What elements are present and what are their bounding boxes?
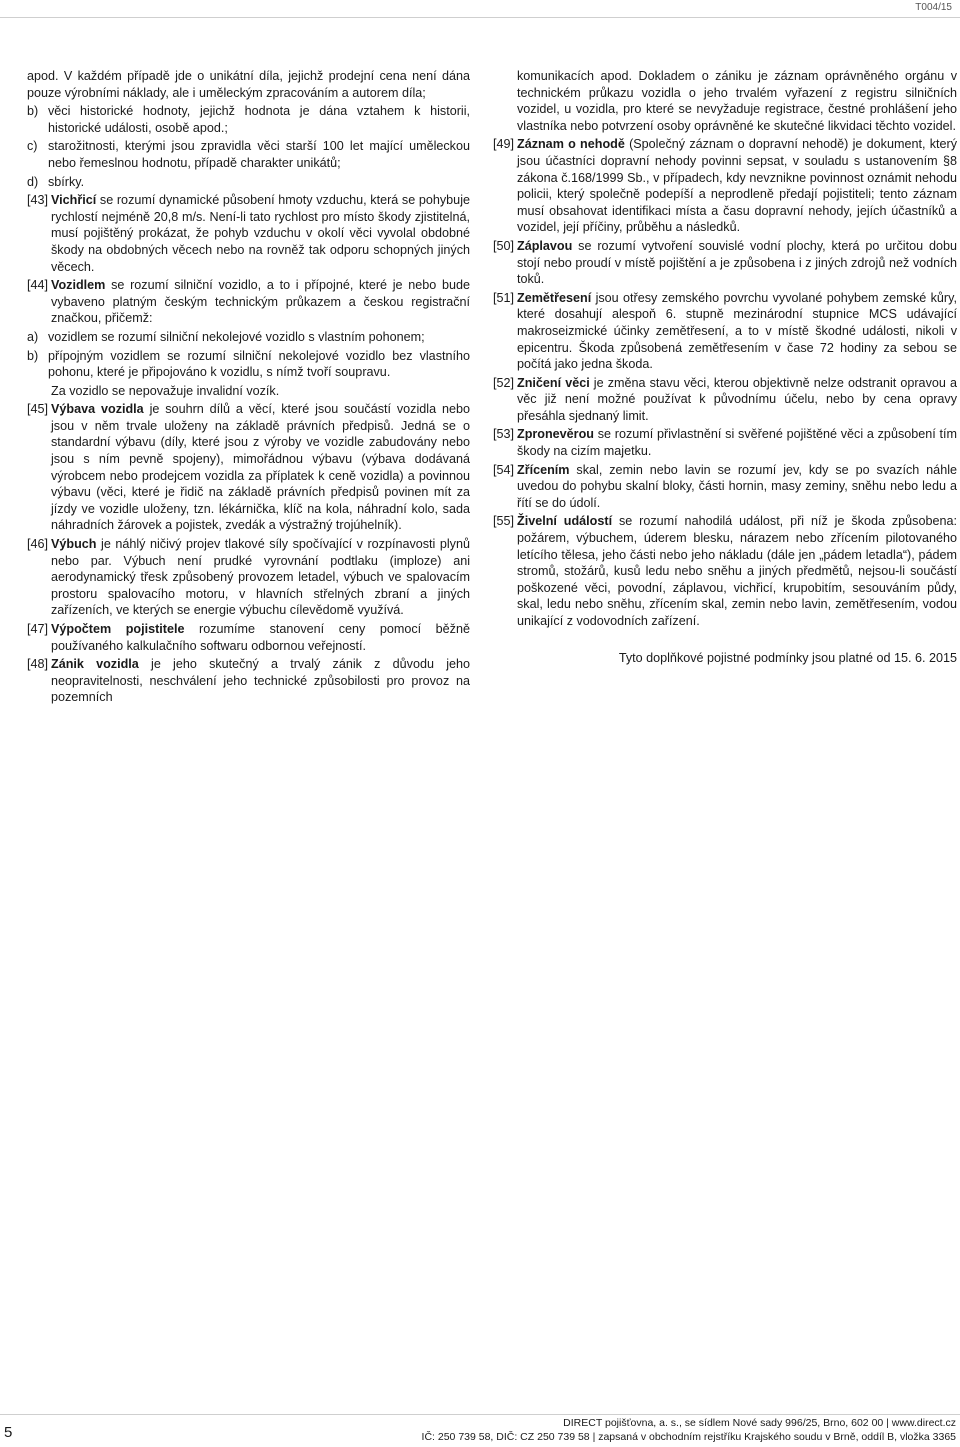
definition-45 — [27, 401, 470, 534]
definition-46 — [27, 536, 470, 619]
definition-53 — [493, 426, 957, 459]
left-column — [27, 68, 470, 706]
definition-text: je jeho skutečný a trvalý zánik z důvodu jeho neopravitelnosti, neschválení jeho technické způsobilosti pro provoz na pozemních — [51, 657, 470, 705]
definition-note: Za vozidlo se nepovažuje invalidní vozík. — [51, 383, 280, 398]
definition-43 — [27, 192, 470, 275]
list-item-marker: a) — [27, 329, 39, 344]
definition-number: [46] — [27, 537, 49, 552]
definition-number: [43] — [27, 193, 49, 208]
definition-number: [44] — [27, 278, 49, 293]
definition-term: Zřícením — [517, 462, 570, 477]
definition-text: je náhlý ničivý projev tlakové síly spočívající v rozpínavosti plynů nebo par. Výbuch není prudké vyrovnání podtlaku (imploze) ani aerodynamický třesk způsobený provozem letadel, výbuch ve spalovacím prostoru spalovacího motoru, v hlavních střelných zbraní a jiných zařízeních, ve kterých se energie výbuchu cílevědomě využívá. — [51, 537, 470, 618]
definition-number: [50] — [493, 238, 515, 253]
definition-number: [55] — [493, 514, 515, 529]
definition-47 — [27, 621, 470, 654]
list-item-text: sbírky. — [48, 174, 85, 189]
definition-text: se rozumí dynamické působení hmoty vzduchu, která se pohybuje rychlostí nejméně 20,8 m/s. Není-li tato rychlost pro místo škody zjistitelná, musí pojištěný prokázat, že pohyb vzduchu v okolí věci vyvolal obdobné škody na obdobných věcech nebo na rovněž tak odporu schopných jiných věcech. — [51, 193, 470, 274]
document-code: T004/15 — [915, 2, 952, 13]
footer-company-info: DIRECT pojišťovna, a. s., se sídlem Nové sady 996/25, Brno, 602 00 | www.direct.cz — [563, 1417, 956, 1429]
definition-text: se rozumí nahodilá událost, při níž je škoda způsobena: požárem, výbuchem, úderem blesku, nárazem nebo zřícením pilotovaného letícího tělesa, jeho části nebo jeho nákladu (dále jen „pádem letadla“), pádem stromů, stožárů, kusů ledu nebo sněhu a jiných předmětů, nejsou-li součástí poškozené věci, povodní, záplavou, vichřicí, krupobitím, sesouváním půdy, skal, ledu nebo sněhu, zřícením skal, zemin nebo lavin, zemětřesením, vodou unikající z vodovodních zařízení. — [517, 514, 957, 628]
definition-51 — [493, 290, 957, 373]
definition-term: Zničení věci — [517, 375, 590, 390]
definition-term: Výpočtem pojistitele — [51, 622, 185, 636]
definition-term: Výbuch — [51, 537, 97, 552]
definition-term: Záznam o nehodě — [517, 137, 625, 152]
definition-number: [53] — [493, 427, 515, 442]
page-number: 5 — [4, 1424, 13, 1441]
definition-text: se rozumí přivlastnění si svěřené pojištěné věci a způsobení tím škody na cizím majetku. — [517, 427, 957, 459]
list-item-marker: c) — [27, 139, 38, 154]
definition-54 — [493, 462, 957, 512]
definition-term: Živelní událostí — [517, 514, 613, 529]
validity-statement: Tyto doplňkové pojistné podmínky jsou platné od 15. 6. 2015 — [618, 650, 957, 665]
definition-text: se rozumí vytvoření souvislé vodní plochy, která po určitou dobu stojí nebo proudí v místě pojištění a je způsobena i z jiných zdrojů než vodních toků. — [517, 238, 957, 287]
definition-number: [48] — [27, 657, 49, 672]
definition-number: [52] — [493, 375, 515, 390]
list-item-text: vozidlem se rozumí silniční nekolejové vozidlo s vlastním pohonem; — [48, 329, 425, 344]
definition-text: (Společný záznam o dopravní nehodě) je dokument, který jsou účastníci dopravní nehody povinni sepsat, v souladu s ustanovením §8 zákona č.168/1999 Sb., v případech, kdy nevznikne povinnost oznámit nehodu policii, který společně podepíší a neprodleně předají pojistiteli; tento záznam musí obsahovat identifikaci místa a času dopravní nehody, jejích účastníků a vozidel, její příčiny, průběhu a následků. — [517, 137, 957, 235]
list-item — [27, 329, 470, 346]
definition-number: [45] — [27, 402, 49, 417]
list-item-text: přípojným vozidlem se rozumí silniční nekolejové vozidlo bez vlastního pohonu, které je připojováno k vozidlu, s nímž tvoří soupravu. — [48, 348, 470, 380]
list-item-text: starožitnosti, kterými jsou zpravidla věci starší 100 let mající uměleckou nebo řemeslnou hodnotu, případě charakter unikátů; — [48, 139, 470, 170]
definition-text: je změna stavu věci, kterou objektivně nelze odstranit opravou a věc již není možné používat k původnímu účelu, nebo by cena opravy přesáhla sjednaný limit. — [517, 375, 957, 423]
definition-text: jsou otřesy zemského povrchu vyvolané pohybem zemské kůry, které dosahují alespoň 6. stupně mezinárodní stupnice MCS udávající makroseizmické účinky zemětřesení, a to v místě škodné události, nikoli v epicentru. Škoda způsobená zemětřesením v čase 72 hodiny za sebou se počítá jako jedna škoda. — [517, 290, 957, 372]
list-item — [27, 174, 470, 191]
definition-49 — [493, 136, 957, 236]
continuation-paragraph: apod. V každém případě jde o unikátní díla, jejichž prodejní cena není dána pouze výrobními náklady, ale i uměleckým zpracováním a autorem díla; — [27, 69, 470, 100]
header-divider — [0, 17, 960, 18]
definition-52 — [493, 375, 957, 425]
definition-44 — [27, 277, 470, 399]
definition-48 — [27, 656, 470, 706]
list-item-text: věci historické hodnoty, jejichž hodnota je dána vztahem k historii, historické události, osobě apod.; — [48, 104, 470, 135]
definition-text: je souhrn dílů a věcí, které jsou součástí vozidla nebo jsou v něm trvale uloženy na základě právních předpisů. Jedná se o standardní výbavu (díly, které jsou z výroby ve vozidle zabudovány nebo jsou s ním pevně spojeny), mimořádnou výbavu (výbava dodávaná výrobcem nebo prodejcem vozidla za příplatek k ceně vozidla) a povinnou výbavu (věci, které je řidič na základě právních předpisů povinen mít za jízdy ve vozidle uloženy, tzn. lékárnička, klíč na kola, náhradní kolo, sada náhradních žárovek a pojistek, zvedák a výstražný trojúhelník). — [51, 402, 470, 533]
definition-term: Zemětřesení — [517, 290, 592, 305]
definition-text: rozumíme stanovení ceny pomocí běžně používaného kalkulačního softwaru odbornou veřejností. — [51, 622, 470, 653]
footer-registration-info: IČ: 250 739 58, DIČ: CZ 250 739 58 | zapsaná v obchodním rejstříku Krajského soudu v Brně, oddíl B, vložka 3365 — [421, 1431, 956, 1443]
definition-50 — [493, 238, 957, 288]
definition-55 — [493, 513, 957, 629]
list-item — [27, 348, 470, 381]
definition-term: Vichřicí — [51, 193, 97, 208]
list-item — [27, 138, 470, 171]
definition-number: [51] — [493, 290, 515, 305]
continuation-paragraph: komunikacích apod. Dokladem o zániku je záznam oprávněného orgánu v technickém průkazu vozidla o jeho trvalém vyřazení z registru silničních vozidel, u vozidla, pro které se nevyžaduje registrace, čestné prohlášení jeho vlastníka nebo potvrzení osoby oprávněné ke skutečné likvidaci těchto vozidel. — [517, 69, 957, 133]
list-item-marker: b) — [27, 348, 39, 363]
definition-text: skal, zemin nebo lavin se rozumí jev, kdy se po svazích náhle uvedou do pohybu skalní bloky, části hornin, masy zeminy, sněhu nebo ledu a řítí se do údolí. — [517, 462, 957, 510]
definition-number: [47] — [27, 622, 49, 636]
definition-number: [49] — [493, 137, 515, 152]
right-column — [493, 68, 957, 666]
footer-divider — [0, 1414, 960, 1415]
definition-term: Záplavou — [517, 238, 573, 253]
list-item-marker: b) — [27, 104, 39, 119]
definition-term: Vozidlem — [51, 278, 106, 293]
list-item-marker: d) — [27, 174, 39, 189]
definition-term: Výbava vozidla — [51, 402, 144, 417]
definition-text: se rozumí silniční vozidlo, a to i přípojné, které je nebo bude vybaveno platným českým technickým průkazem a českou registrační značkou, přičemž: — [51, 278, 470, 326]
list-item — [27, 103, 470, 136]
definition-term: Zánik vozidla — [51, 657, 139, 672]
definition-term: Zpronevěrou — [517, 427, 594, 442]
definition-number: [54] — [493, 462, 515, 477]
